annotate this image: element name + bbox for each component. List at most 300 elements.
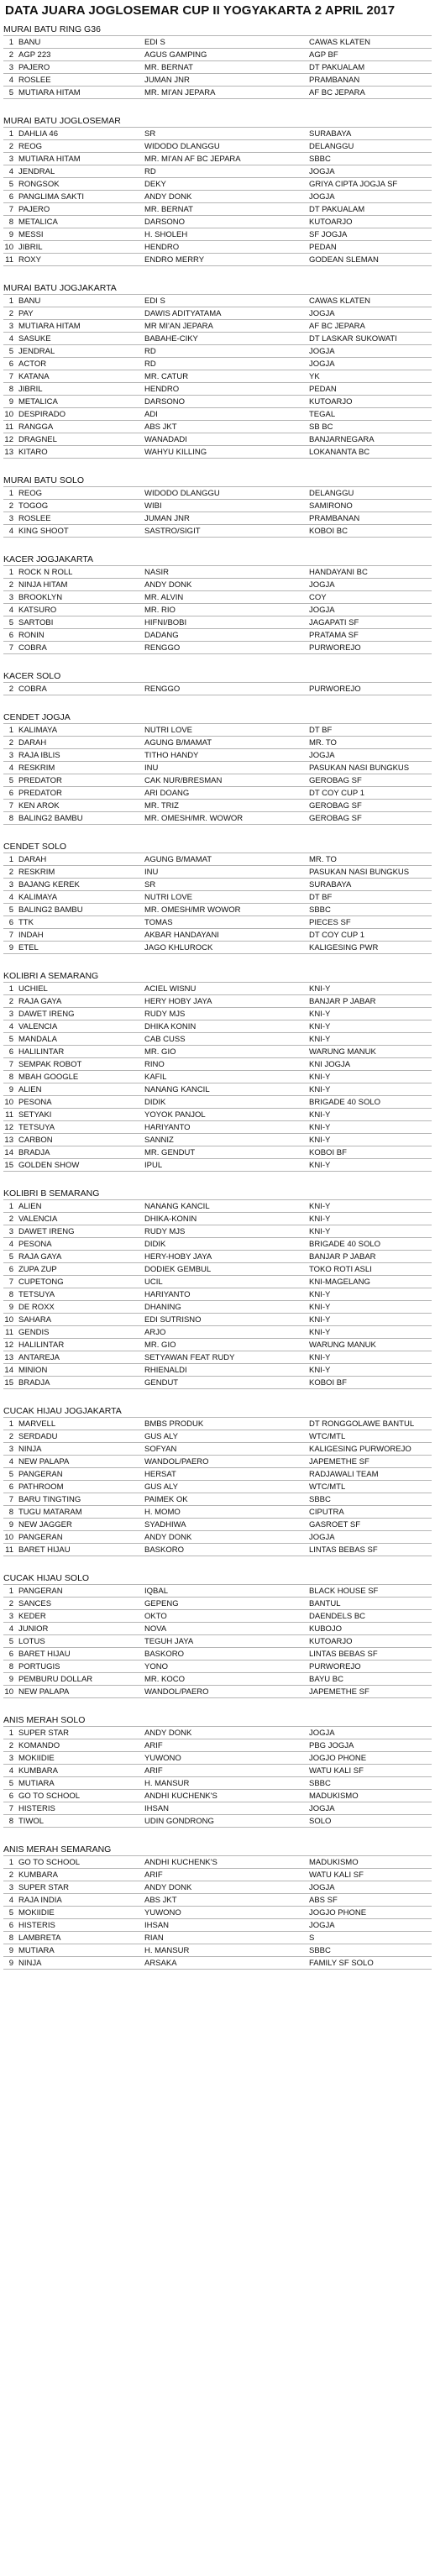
- table-row: [3, 320, 432, 333]
- table-row: [3, 683, 432, 695]
- bird-name-cell: SUPER STAR: [18, 1882, 70, 1892]
- document-title: DATA JUARA JOGLOSEMAR CUP II YOGYAKARTA 2 APRIL 2017: [5, 3, 396, 18]
- owner-cell: TEGUH JAYA: [144, 1636, 194, 1646]
- team-cell: ABS SF: [309, 1895, 338, 1905]
- team-cell: WARUNG MANUK: [309, 1340, 376, 1350]
- bird-name-cell: BRADJA: [18, 1377, 50, 1388]
- table-row: [3, 879, 432, 891]
- table-row: [3, 1752, 432, 1765]
- table-row: [3, 737, 432, 749]
- rank-cell: 4: [8, 892, 13, 902]
- owner-cell: IPUL: [144, 1160, 163, 1170]
- table-row: [3, 1008, 432, 1020]
- rank-cell: 9: [8, 1519, 13, 1529]
- team-cell: JOGJA: [309, 1803, 335, 1813]
- bird-name-cell: TOGOG: [18, 501, 49, 511]
- table-row: [3, 165, 432, 178]
- bird-name-cell: ALIEN: [18, 1201, 42, 1211]
- team-cell: BANTUL: [309, 1598, 341, 1608]
- rank-cell: 4: [8, 1765, 13, 1776]
- rank-cell: 6: [8, 630, 13, 640]
- table-row: [3, 178, 432, 191]
- team-cell: DT BF: [309, 725, 333, 735]
- bird-name-cell: JIBRIL: [18, 384, 43, 394]
- table-row: [3, 370, 432, 383]
- rank-cell: 7: [8, 930, 13, 940]
- bird-name-cell: LAMBRETA: [18, 1933, 61, 1943]
- rank-cell: 2: [8, 1740, 13, 1750]
- owner-cell: IHSAN: [144, 1920, 170, 1930]
- bird-name-cell: PREDATOR: [18, 775, 62, 785]
- table-row: [3, 1869, 432, 1881]
- owner-cell: DODIEK GEMBUL: [144, 1264, 212, 1274]
- rank-cell: 4: [8, 333, 13, 344]
- owner-cell: ANDY DONK: [144, 1728, 192, 1738]
- rank-cell: 11: [5, 254, 13, 265]
- rank-cell: 14: [4, 1147, 13, 1157]
- rank-cell: 1: [8, 1586, 13, 1596]
- owner-cell: MR. GENDUT: [144, 1147, 196, 1157]
- table-row: [3, 216, 432, 228]
- bird-name-cell: HALILINTAR: [18, 1047, 65, 1057]
- category-title: CUCAK HIJAU SOLO: [3, 1573, 90, 1583]
- bird-name-cell: JENDRAL: [18, 346, 55, 356]
- bird-name-cell: KUMBARA: [18, 1765, 58, 1776]
- table-row: [3, 433, 432, 446]
- table-row: [3, 203, 432, 216]
- team-cell: KNI-Y: [309, 1214, 331, 1224]
- team-cell: GEROBAG SF: [309, 813, 362, 823]
- bird-name-cell: RONIN: [18, 630, 45, 640]
- owner-cell: ABS JKT: [144, 1895, 177, 1905]
- team-cell: LINTAS BEBAS SF: [309, 1545, 378, 1555]
- owner-cell: MR. RIO: [144, 605, 176, 615]
- results-sections: [3, 24, 432, 1970]
- team-cell: WTC/MTL: [309, 1431, 346, 1441]
- table-row: [3, 1096, 432, 1109]
- rank-cell: 3: [8, 154, 13, 164]
- owner-cell: YUWONO: [144, 1753, 181, 1763]
- rank-cell: 1: [8, 1728, 13, 1738]
- rank-cell: 7: [8, 371, 13, 381]
- rank-cell: 8: [8, 1661, 13, 1671]
- bird-name-cell: MINION: [18, 1365, 48, 1375]
- category-title: KOLIBRI B SEMARANG: [3, 1188, 100, 1199]
- owner-cell: TITHO HANDY: [144, 750, 199, 760]
- bird-name-cell: INDAH: [18, 930, 44, 940]
- table-row: [3, 1881, 432, 1894]
- bird-name-cell: UCHIEL: [18, 984, 48, 994]
- table-row: [3, 500, 432, 512]
- bird-name-cell: SEMPAK ROBOT: [18, 1059, 82, 1069]
- table-row: [3, 866, 432, 879]
- table-row: [3, 774, 432, 787]
- owner-cell: DHANING: [144, 1302, 181, 1312]
- bird-name-cell: TUGU MATARAM: [18, 1507, 82, 1517]
- table-row: [3, 61, 432, 74]
- rank-cell: 9: [8, 1084, 13, 1094]
- owner-cell: ANDY DONK: [144, 1532, 192, 1542]
- owner-cell: ARIF: [144, 1870, 163, 1880]
- team-cell: TOKO ROTI ASLI: [309, 1264, 372, 1274]
- team-cell: CIPUTRA: [309, 1507, 344, 1517]
- table-row: [3, 853, 432, 866]
- bird-name-cell: REOG: [18, 488, 42, 498]
- table-row: [3, 1146, 432, 1159]
- table-row: [3, 929, 432, 942]
- table-row: [3, 512, 432, 525]
- owner-cell: CAK NUR/BRESMAN: [144, 775, 223, 785]
- bird-name-cell: MESSI: [18, 229, 44, 239]
- owner-cell: GUS ALY: [144, 1431, 178, 1441]
- rank-cell: 3: [8, 879, 13, 889]
- bird-name-cell: PREDATOR: [18, 788, 62, 798]
- team-cell: JOGJA: [309, 191, 335, 202]
- table-row: [3, 408, 432, 421]
- owner-cell: GENDUT: [144, 1377, 179, 1388]
- team-cell: SBBC: [309, 1945, 331, 1955]
- rank-cell: 7: [8, 1059, 13, 1069]
- bird-name-cell: RAJA GAYA: [18, 1251, 62, 1262]
- team-cell: PRATAMA SF: [309, 630, 359, 640]
- team-cell: BRIGADE 40 SOLO: [309, 1097, 381, 1107]
- bird-name-cell: SARTOBI: [18, 617, 54, 627]
- bird-name-cell: SASUKE: [18, 333, 51, 344]
- bird-name-cell: METALICA: [18, 217, 58, 227]
- bird-name-cell: KALIMAYA: [18, 892, 58, 902]
- table-row: [3, 254, 432, 266]
- rank-cell: 6: [8, 1920, 13, 1930]
- table-row: [3, 812, 432, 825]
- table-row: [3, 1109, 432, 1121]
- bird-name-cell: RESKRIM: [18, 867, 55, 877]
- team-cell: BAYU BC: [309, 1674, 344, 1684]
- team-cell: SBBC: [309, 1778, 331, 1788]
- team-cell: JAPEMETHE SF: [309, 1456, 369, 1466]
- team-cell: JOGJO PHONE: [309, 1907, 367, 1918]
- bird-name-cell: JENDRAL: [18, 166, 55, 176]
- bird-name-cell: DAHLIA 46: [18, 129, 58, 139]
- table-row: [3, 1815, 432, 1828]
- rank-cell: 5: [8, 905, 13, 915]
- rank-cell: 4: [8, 166, 13, 176]
- rank-cell: 6: [8, 788, 13, 798]
- owner-cell: UCIL: [144, 1277, 163, 1287]
- rank-cell: 7: [8, 1277, 13, 1287]
- bird-name-cell: TTK: [18, 917, 34, 927]
- owner-cell: HERY HOBY JAYA: [144, 996, 212, 1006]
- owner-cell: DIDIK: [144, 1239, 166, 1249]
- owner-cell: ABS JKT: [144, 422, 177, 432]
- rank-cell: 8: [8, 813, 13, 823]
- team-cell: KNI JOGJA: [309, 1059, 351, 1069]
- owner-cell: HENDRO: [144, 384, 180, 394]
- bird-name-cell: MUTIARA HITAM: [18, 87, 81, 97]
- bird-name-cell: GENDIS: [18, 1327, 50, 1337]
- table-row: [3, 1159, 432, 1172]
- category-section: [3, 711, 432, 825]
- team-cell: DELANGGU: [309, 488, 354, 498]
- team-cell: RADJAWALI TEAM: [309, 1469, 379, 1479]
- table-row: [3, 1468, 432, 1481]
- category-section: [3, 115, 432, 266]
- rank-cell: 1: [8, 1201, 13, 1211]
- bird-name-cell: COBRA: [18, 643, 47, 653]
- team-cell: JOGJA: [309, 359, 335, 369]
- bird-name-cell: NEW JAGGER: [18, 1519, 72, 1529]
- table-row: [3, 1585, 432, 1598]
- owner-cell: WIBI: [144, 501, 162, 511]
- team-cell: DT PAKUALAM: [309, 204, 365, 214]
- rank-cell: 11: [5, 1545, 13, 1555]
- bird-name-cell: RAJA GAYA: [18, 996, 62, 1006]
- category-title: MURAI BATU RING G36: [3, 24, 101, 34]
- table-row: [3, 1276, 432, 1288]
- owner-cell: JAGO KHLUROCK: [144, 942, 213, 952]
- table-row: [3, 241, 432, 254]
- team-cell: MR. TO: [309, 854, 337, 864]
- rank-cell: 9: [8, 229, 13, 239]
- bird-name-cell: HALILINTAR: [18, 1340, 65, 1350]
- category-section: [3, 970, 432, 1172]
- team-cell: AF BC JEPARA: [309, 321, 365, 331]
- table-row: [3, 1481, 432, 1493]
- table-row: [3, 87, 432, 99]
- team-cell: KNI-Y: [309, 1352, 331, 1362]
- team-cell: MR. TO: [309, 737, 337, 748]
- rank-cell: 8: [8, 384, 13, 394]
- bird-name-cell: DRAGNEL: [18, 434, 57, 444]
- owner-cell: HARIYANTO: [144, 1122, 191, 1132]
- rank-cell: 9: [8, 1674, 13, 1684]
- category-section: [3, 670, 432, 695]
- rank-cell: 3: [8, 513, 13, 523]
- bird-name-cell: PANGERAN: [18, 1586, 63, 1596]
- owner-cell: BMBS PRODUK: [144, 1419, 204, 1429]
- team-cell: KNI-Y: [309, 1084, 331, 1094]
- team-cell: FAMILY SF SOLO: [309, 1958, 374, 1968]
- bird-name-cell: DARAH: [18, 737, 47, 748]
- table-row: [3, 1134, 432, 1146]
- bird-name-cell: ETEL: [18, 942, 39, 952]
- category-title: KACER JOGJAKARTA: [3, 554, 93, 564]
- bird-name-cell: ANTAREJA: [18, 1352, 60, 1362]
- bird-name-cell: BARET HIJAU: [18, 1649, 71, 1659]
- table-row: [3, 995, 432, 1008]
- owner-cell: YUWONO: [144, 1907, 181, 1918]
- rank-cell: 10: [4, 1687, 13, 1697]
- owner-cell: HARIYANTO: [144, 1289, 191, 1299]
- bird-name-cell: JIBRIL: [18, 242, 43, 252]
- rank-cell: 4: [8, 763, 13, 773]
- owner-cell: NANANG KANCIL: [144, 1201, 210, 1211]
- rank-cell: 10: [4, 1314, 13, 1325]
- rank-cell: 6: [8, 1264, 13, 1274]
- table-row: [3, 295, 432, 307]
- owner-cell: MR. GIO: [144, 1047, 176, 1057]
- team-cell: GEROBAG SF: [309, 800, 362, 811]
- owner-cell: JUMAN JNR: [144, 513, 190, 523]
- team-cell: WATU KALI SF: [309, 1870, 364, 1880]
- owner-cell: RD: [144, 346, 156, 356]
- rank-cell: 4: [8, 1239, 13, 1249]
- table-row: [3, 629, 432, 642]
- team-cell: KNI-Y: [309, 1226, 331, 1236]
- table-row: [3, 1623, 432, 1635]
- team-cell: KOBOI BC: [309, 526, 348, 536]
- rank-cell: 2: [8, 501, 13, 511]
- results-table: [3, 35, 432, 99]
- team-cell: SBBC: [309, 154, 331, 164]
- bird-name-cell: RESKRIM: [18, 763, 55, 773]
- table-row: [3, 396, 432, 408]
- owner-cell: MR. BERNAT: [144, 62, 193, 72]
- owner-cell: MR. OMESH/MR. WOWOR: [144, 813, 244, 823]
- owner-cell: SR: [144, 879, 156, 889]
- bird-name-cell: ACTOR: [18, 359, 47, 369]
- owner-cell: EDI SUTRISNO: [144, 1314, 202, 1325]
- team-cell: KALIGESING PURWOREJO: [309, 1444, 411, 1454]
- rank-cell: 5: [8, 1778, 13, 1788]
- category-section: [3, 475, 432, 538]
- team-cell: KNI-Y: [309, 1314, 331, 1325]
- table-row: [3, 1326, 432, 1339]
- rank-cell: 6: [8, 1791, 13, 1801]
- results-table: [3, 723, 432, 825]
- table-row: [3, 616, 432, 629]
- rank-cell: 8: [8, 1289, 13, 1299]
- team-cell: TEGAL: [309, 409, 336, 419]
- bird-name-cell: NINJA HITAM: [18, 580, 68, 590]
- team-cell: KALIGESING PWR: [309, 942, 379, 952]
- table-row: [3, 1314, 432, 1326]
- owner-cell: SASTRO/SIGIT: [144, 526, 201, 536]
- owner-cell: MR. MI'AN AF BC JEPARA: [144, 154, 241, 164]
- bird-name-cell: TETSUYA: [18, 1122, 55, 1132]
- team-cell: KOBOI BF: [309, 1377, 347, 1388]
- table-row: [3, 800, 432, 812]
- team-cell: SBBC: [309, 905, 331, 915]
- team-cell: DT RONGGOLAWE BANTUL: [309, 1419, 415, 1429]
- team-cell: AGP BF: [309, 50, 338, 60]
- bird-name-cell: NINJA: [18, 1958, 42, 1968]
- team-cell: KUTOARJO: [309, 1636, 353, 1646]
- table-row: [3, 228, 432, 241]
- owner-cell: HERSAT: [144, 1469, 176, 1479]
- bird-name-cell: KING SHOOT: [18, 526, 69, 536]
- rank-cell: 10: [4, 409, 13, 419]
- team-cell: KNI-Y: [309, 1365, 331, 1375]
- rank-cell: 5: [8, 617, 13, 627]
- bird-name-cell: PAJERO: [18, 204, 50, 214]
- rank-cell: 5: [8, 1636, 13, 1646]
- team-cell: KNI-Y: [309, 1110, 331, 1120]
- owner-cell: MR. OMESH/MR WOWOR: [144, 905, 241, 915]
- bird-name-cell: BARU TINGTING: [18, 1494, 81, 1504]
- team-cell: JOGJA: [309, 1920, 335, 1930]
- rank-cell: 12: [4, 434, 13, 444]
- team-cell: SOLO: [309, 1816, 332, 1826]
- rank-cell: 12: [4, 1340, 13, 1350]
- team-cell: PURWOREJO: [309, 643, 361, 653]
- results-table: [3, 565, 432, 654]
- rank-cell: 11: [5, 1110, 13, 1120]
- results-table: [3, 682, 432, 695]
- rank-cell: 7: [8, 800, 13, 811]
- rank-cell: 9: [8, 396, 13, 407]
- team-cell: JOGJA: [309, 308, 335, 318]
- table-row: [3, 49, 432, 61]
- table-row: [3, 1907, 432, 1919]
- owner-cell: H. MOMO: [144, 1507, 181, 1517]
- table-row: [3, 74, 432, 87]
- owner-cell: HENDRO: [144, 242, 180, 252]
- table-row: [3, 1046, 432, 1058]
- team-cell: LINTAS BEBAS SF: [309, 1649, 378, 1659]
- table-row: [3, 487, 432, 500]
- owner-cell: DHIKA-KONIN: [144, 1214, 197, 1224]
- team-cell: LOKANANTA BC: [309, 447, 370, 457]
- owner-cell: ANDY DONK: [144, 191, 192, 202]
- owner-cell: MR. MI'AN JEPARA: [144, 87, 216, 97]
- team-cell: YK: [309, 371, 320, 381]
- team-cell: JOGJA: [309, 580, 335, 590]
- bird-name-cell: MOKIIDIE: [18, 1907, 55, 1918]
- owner-cell: ARI DOANG: [144, 788, 190, 798]
- team-cell: DT COY CUP 1: [309, 788, 364, 798]
- bird-name-cell: PAY: [18, 308, 34, 318]
- owner-cell: ANDY DONK: [144, 1882, 192, 1892]
- team-cell: DAENDELS BC: [309, 1611, 366, 1621]
- bird-name-cell: DAWET IRENG: [18, 1009, 75, 1019]
- table-row: [3, 421, 432, 433]
- category-section: [3, 1572, 432, 1698]
- table-row: [3, 1544, 432, 1556]
- bird-name-cell: ALIEN: [18, 1084, 42, 1094]
- bird-name-cell: MUTIARA: [18, 1945, 55, 1955]
- rank-cell: 2: [8, 1598, 13, 1608]
- table-row: [3, 191, 432, 203]
- team-cell: BLACK HOUSE SF: [309, 1586, 379, 1596]
- team-cell: SF JOGJA: [309, 229, 348, 239]
- rank-cell: 10: [4, 1532, 13, 1542]
- category-title: MURAI BATU JOGJAKARTA: [3, 283, 117, 293]
- table-row: [3, 307, 432, 320]
- bird-name-cell: PANGERAN: [18, 1532, 63, 1542]
- rank-cell: 2: [8, 1214, 13, 1224]
- team-cell: KNI-Y: [309, 1009, 331, 1019]
- owner-cell: RINO: [144, 1059, 165, 1069]
- owner-cell: TOMAS: [144, 917, 173, 927]
- table-row: [3, 1635, 432, 1648]
- category-title: MURAI BATU SOLO: [3, 475, 85, 485]
- rank-cell: 2: [8, 684, 13, 694]
- bird-name-cell: PORTUGIS: [18, 1661, 60, 1671]
- results-table: [3, 294, 432, 459]
- rank-cell: 1: [8, 567, 13, 577]
- rank-cell: 15: [4, 1377, 13, 1388]
- bird-name-cell: PANGERAN: [18, 1469, 63, 1479]
- owner-cell: SOFYAN: [144, 1444, 177, 1454]
- rank-cell: 6: [8, 917, 13, 927]
- table-row: [3, 128, 432, 140]
- rank-cell: 5: [8, 1034, 13, 1044]
- owner-cell: YONO: [144, 1661, 168, 1671]
- owner-cell: SANNIZ: [144, 1135, 174, 1145]
- team-cell: SAMIRONO: [309, 501, 353, 511]
- bird-name-cell: RAJA INDIA: [18, 1895, 62, 1905]
- bird-name-cell: MUTIARA: [18, 1778, 55, 1788]
